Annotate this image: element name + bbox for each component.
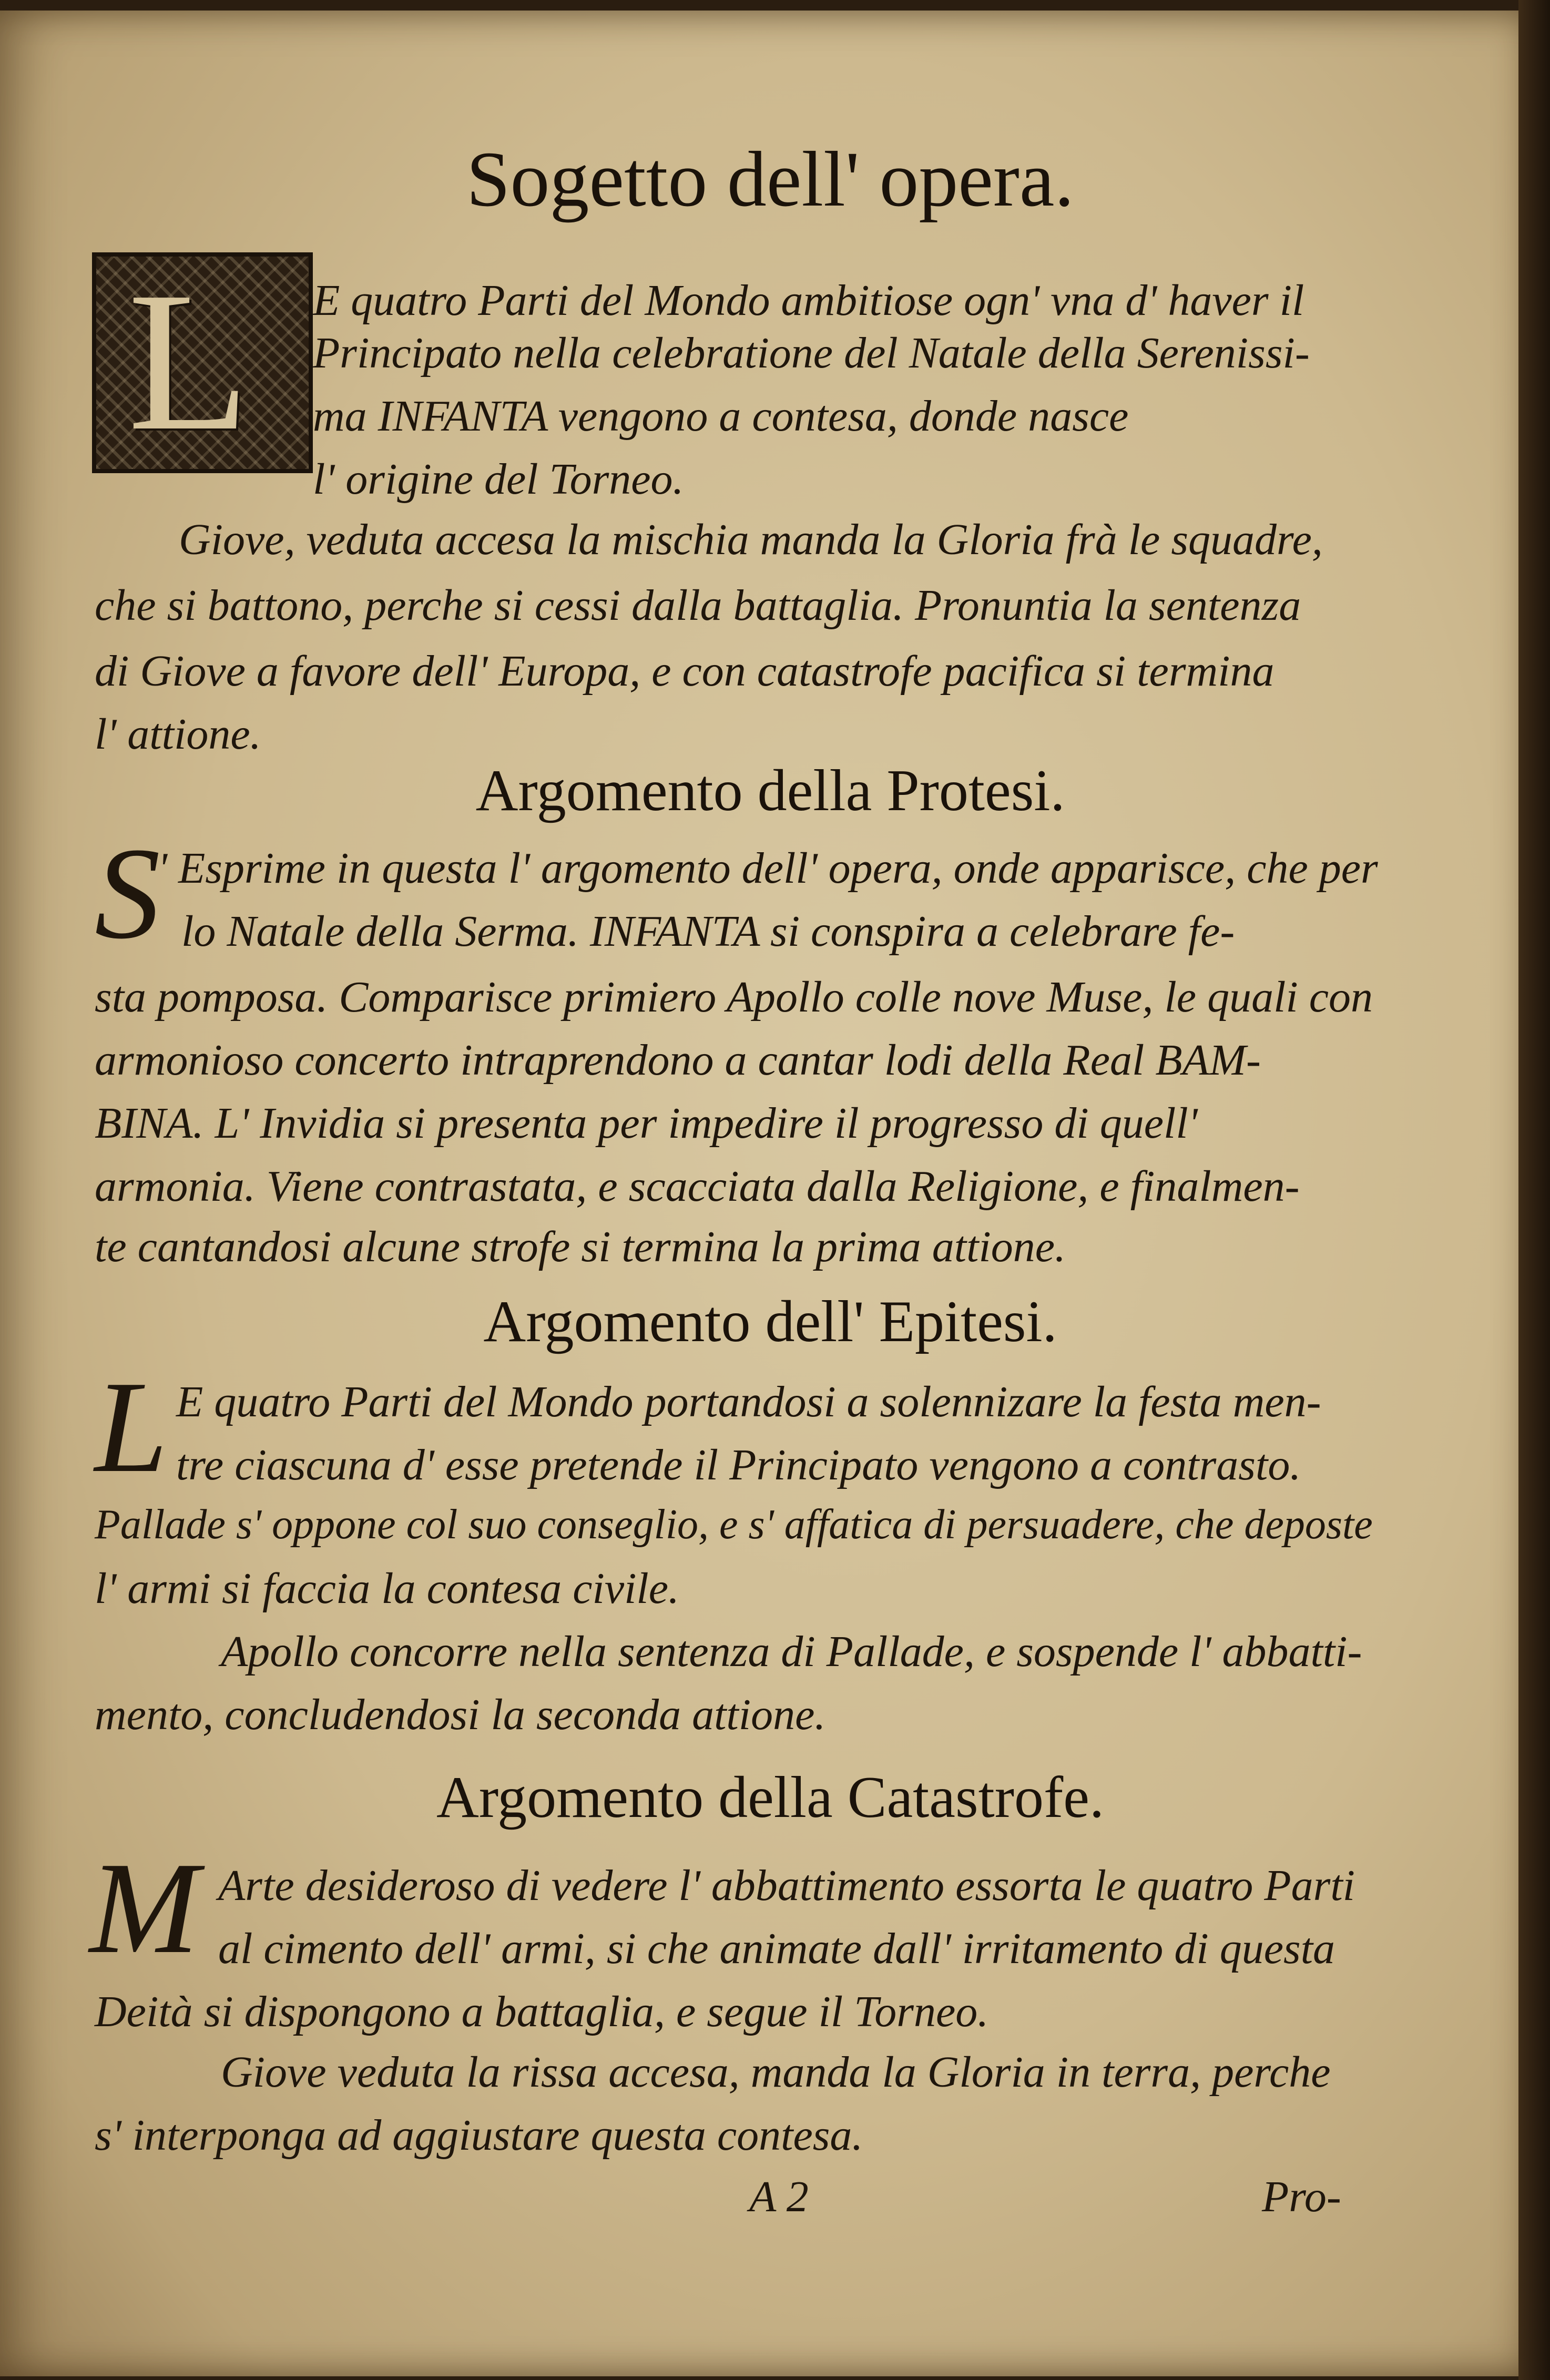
catastrofe-line-4: Giove veduta la rissa accesa, manda la Gloria in terra, perche [221,2048,1331,2097]
catastrofe-line-3: Deità si dispongono a battaglia, e segue il Torneo. [95,1987,989,2036]
catchword: Pro- [1262,2172,1341,2221]
protesi-line-2: lo Natale della Serma. INFANTA si conspira a celebrare fe- [181,907,1235,956]
catastrofe-line-2: al cimento dell' armi, si che animate dall' irritamento di questa [218,1924,1335,1973]
protesi-line-1: ' Esprime in questa l' argomento dell' opera, onde apparisce, che per [158,844,1378,893]
epitesi-line-1: E quatro Parti del Mondo portandosi a solennizare la festa men- [176,1377,1321,1426]
page-title: Sogetto dell' opera. [466,136,1074,223]
protesi-line-3: sta pomposa. Comparisce primiero Apollo colle nove Muse, le quali con [95,973,1373,1022]
page-edge [1518,0,1550,2380]
sogetto-line-2: Principato nella celebratione del Natale della Serenissi- [313,329,1310,377]
epitesi-line-4: l' armi si faccia la contesa civile. [95,1564,680,1613]
catastrofe-initial: M [89,1835,199,1981]
epitesi-initial: L [95,1354,168,1500]
sogetto-line-7: di Giove a favore dell' Europa, e con catastrofe pacifica si termina [95,647,1274,696]
epitesi-line-6: mento, concludendosi la seconda attione. [95,1690,826,1739]
catastrofe-heading: Argomento della Catastrofe. [436,1765,1104,1830]
signature-mark: A 2 [749,2172,809,2221]
sogetto-line-5: Giove, veduta accesa la mischia manda la Gloria frà le squadre, [179,515,1323,564]
catastrofe-line-5: s' interponga ad aggiustare questa contesa. [95,2111,863,2160]
protesi-line-5: BINA. L' Invidia si presenta per impedire il progresso di quell' [95,1099,1198,1148]
protesi-line-7: te cantandosi alcune strofe si termina la prima attione. [95,1222,1066,1271]
protesi-line-6: armonia. Viene contrastata, e scacciata dalla Religione, e finalmen- [95,1162,1300,1211]
epitesi-line-5: Apollo concorre nella sentenza di Pallade, e sospende l' abbatti- [221,1627,1362,1676]
sogetto-line-8: l' attione. [95,710,261,759]
protesi-line-4: armonioso concerto intraprendono a cantar lodi della Real BAM- [95,1036,1261,1085]
sogetto-line-1: E quatro Parti del Mondo ambitiose ogn' vna d' haver il [313,276,1304,325]
epitesi-line-2: tre ciascuna d' esse pretende il Principato vengono a contrasto. [176,1441,1301,1489]
protesi-initial: S [95,821,160,966]
ornamental-initial-letter: L [128,251,250,472]
sogetto-line-6: che si battono, perche si cessi dalla battaglia. Pronuntia la sentenza [95,581,1301,630]
epitesi-line-3: Pallade s' oppone col suo conseglio, e s' affatica di persuadere, che deposte [95,1501,1373,1548]
epitesi-heading: Argomento dell' Epitesi. [483,1289,1057,1354]
protesi-heading: Argomento della Protesi. [475,758,1065,823]
sogetto-line-3: ma INFANTA vengono a contesa, donde nasce [313,392,1129,441]
catastrofe-line-1: Arte desideroso di vedere l' abbattimento essorta le quatro Parti [218,1861,1355,1910]
sogetto-line-4: l' origine del Torneo. [313,455,684,504]
ornamental-initial [92,252,313,473]
